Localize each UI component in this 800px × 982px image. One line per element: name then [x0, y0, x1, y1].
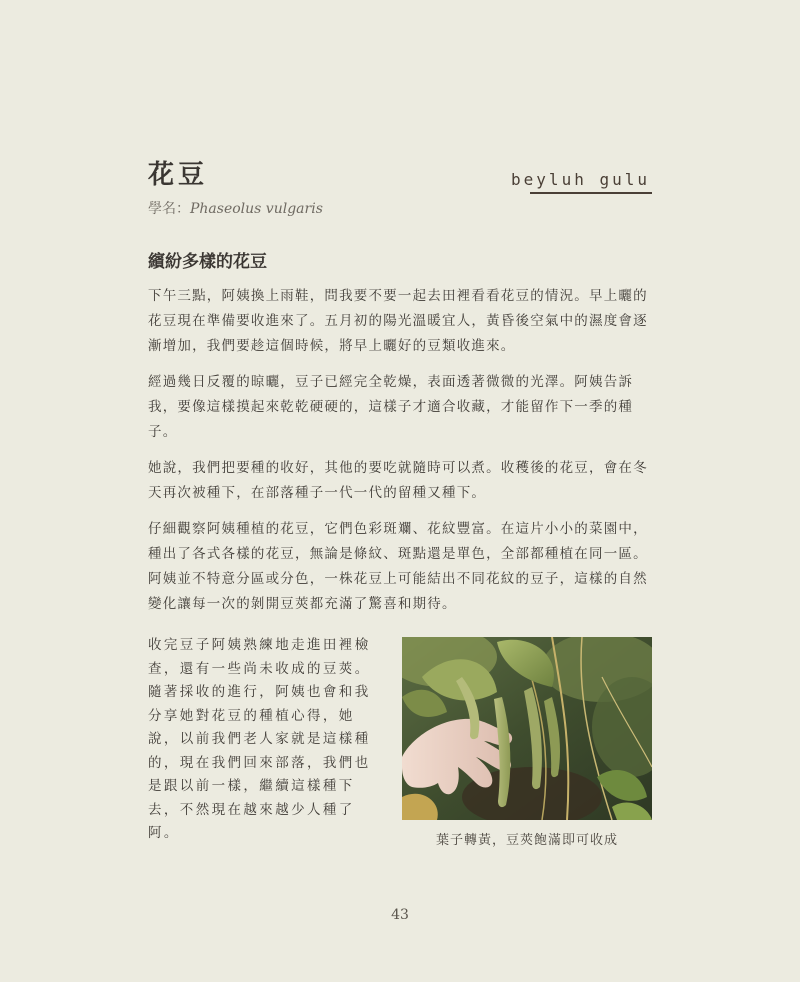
section-heading: 繽紛多樣的花豆 [148, 252, 267, 272]
photo-caption: 葉子轉黃，豆莢飽滿即可收成 [435, 833, 618, 848]
paragraph-3: 她說，我們把要種的收好，其他的要吃就隨時可以煮。收穫後的花豆，會在冬天再次被種下，在部落種子一代一代的留種又種下。 [148, 460, 648, 501]
paragraph-1: 下午三點，阿姨換上雨鞋，問我要不要一起去田裡看看花豆的情況。早上曬的花豆現在準備要收進來了。五月初的陽光溫暖宜人，黃昏後空氣中的濕度會逐漸增加，我們要趁這個時候，將早上曬好的豆類收進來。 [148, 288, 648, 354]
native-name: beyluh gulu [511, 170, 650, 189]
native-name-underline [530, 192, 652, 194]
page-number: 43 [391, 907, 409, 923]
bean-pod-illustration [402, 637, 652, 820]
paragraph-4: 仔細觀察阿姨種植的花豆，它們色彩斑斕、花紋豐富。在這片小小的菜園中，種出了各式各樣的花豆，無論是條紋、斑點還是單色，全部都種植在同一區。阿姨並不特意分區或分色，一株花豆上可能結出不同花紋的豆子，這樣的自然變化讓每一次的剝開豆莢都充滿了驚喜和期待。 [148, 521, 648, 612]
paragraph-2: 經過幾日反覆的晾曬，豆子已經完全乾燥，表面透著微微的光澤。阿姨告訴我，要像這樣摸起來乾乾硬硬的，這樣子才適合收藏，才能留作下一季的種子。 [148, 374, 634, 440]
scientific-name-label: 學名： [148, 201, 190, 217]
side-paragraph: 收完豆子阿姨熟練地走進田裡檢查，還有一些尚未收成的豆莢。隨著採收的進行，阿姨也會和我分享她對花豆的種植心得，她說，以前我們老人家就是這樣種的，現在我們回來部落，我們也是跟以前一樣，繼續這樣種下去，不然現在越來越少人種了阿。 [148, 637, 371, 841]
body-text [148, 284, 652, 628]
scientific-name [148, 200, 323, 218]
scientific-name-latin: Phaseolus vulgaris [190, 201, 323, 217]
page-title: 花豆 [148, 160, 209, 190]
bean-pod-photo [402, 637, 652, 820]
